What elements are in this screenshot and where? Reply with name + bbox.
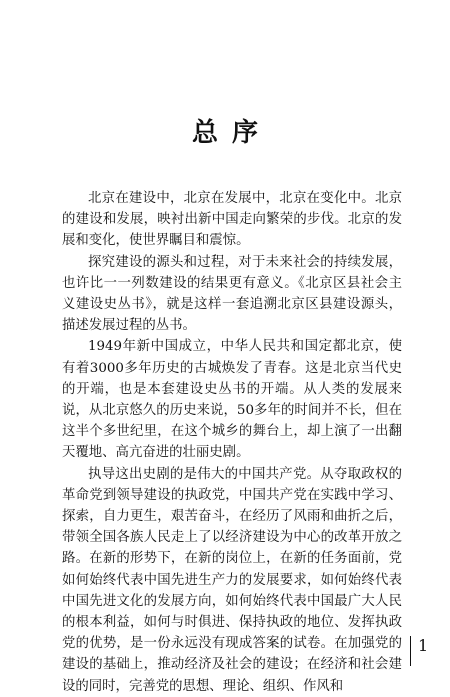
paragraph-2: 探究建设的源头和过程，对于未来社会的持续发展，也许比一一列数建设的结果更有意义。《北京区县社会主义建设史丛书》，就是这样一套追溯北京区县建设源头，描述发展过程的丛书。 xyxy=(62,254,402,334)
paragraph-1: 北京在建设中，北京在发展中，北京在变化中。北京的建设和发展，映衬出新中国走向繁荣的步伐。北京的发展和变化，使世界瞩目和震惊。 xyxy=(62,191,402,249)
page-number: 1 xyxy=(418,636,429,655)
page-number-rule xyxy=(410,636,411,666)
paragraph-3: 1949年新中国成立，中华人民共和国定都北京，使有着3000多年历史的古城焕发了青春。这是北京当代史的开端，也是本套建设史丛书的开端。从人类的发展来说，从北京悠久的历史来说，50多年的时间并不长，但在这半个多世纪里，在这个城乡的舞台上，却上演了一出翻天覆地、高亢奋进的壮丽史剧。 xyxy=(62,339,402,461)
page-title: 总序 xyxy=(191,118,272,148)
body-text xyxy=(62,188,402,697)
paragraph-4: 执导这出史剧的是伟大的中国共产党。从夺取政权的革命党到领导建设的执政党，中国共产党在实践中学习、探索，自力更生，艰苦奋斗，在经历了风雨和曲折之后，带领全国各族人民走上了以经济建设为中心的改革开放之路。在新的形势下，在新的岗位上，在新的任务面前，党如何始终代表中国先进生产力的发展要求，如何始终代表中国先进文化的发展方向，如何始终代表中国最广大人民的根本利益，如何与时俱进、保持执政的地位、发挥执政党的优势，是一份永远没有现成答案的试卷。在加强党的建设的基础上，推动经济及社会的建设；在经济和社会建设的同时，完善党的思想、理论、组织、作风和 xyxy=(62,466,402,694)
